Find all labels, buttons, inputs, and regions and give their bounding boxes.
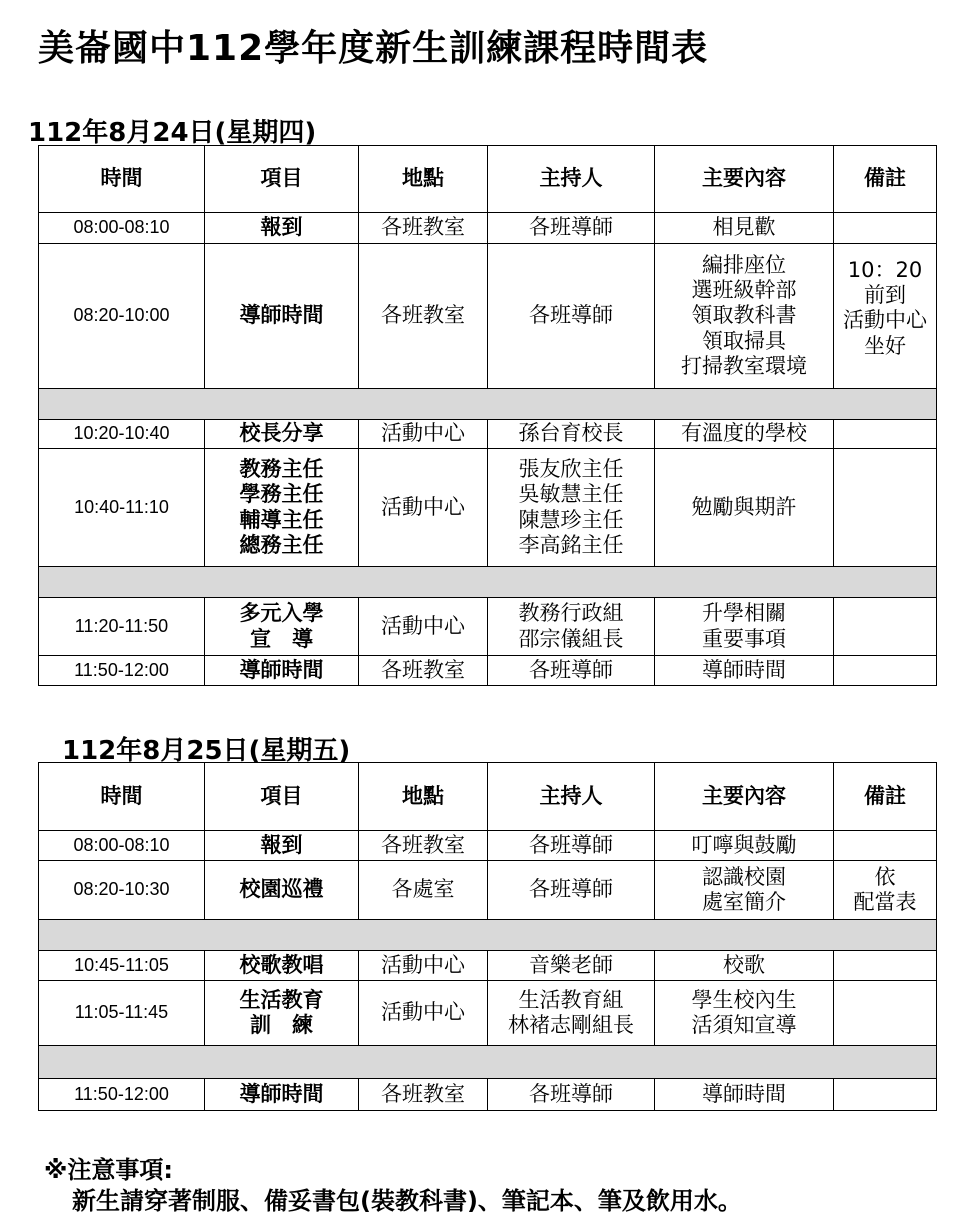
break-row	[39, 567, 937, 598]
header-note: 備註	[834, 763, 937, 831]
host-cell: 各班導師	[488, 656, 655, 686]
note-cell	[834, 598, 937, 656]
item-cell: 校園巡禮	[205, 861, 359, 920]
content-cell	[655, 861, 834, 920]
table-header-row	[39, 146, 937, 213]
content-cell: 校歌	[655, 951, 834, 981]
note-cell	[834, 831, 937, 861]
time-cell: 08:00-08:10	[39, 213, 205, 244]
content-text: 編排座位 選班級幹部 領取教科書 領取掃具 打掃教室環境	[681, 253, 807, 378]
header-time: 時間	[39, 763, 205, 831]
host-cell: 各班導師	[488, 244, 655, 389]
table-row	[39, 951, 937, 981]
time-cell: 10:45-11:05	[39, 951, 205, 981]
break-cell	[39, 1046, 937, 1079]
notes-title: ※注意事項:	[44, 1156, 173, 1184]
host-text: 生活教育組 林褚志剛組長	[508, 987, 634, 1037]
item-text: 生活教育 訓 練	[239, 987, 324, 1037]
host-cell: 各班導師	[488, 861, 655, 920]
table-row	[39, 244, 937, 389]
note-cell	[834, 861, 937, 920]
content-cell: 有溫度的學校	[655, 420, 834, 449]
item-cell: 校歌教唱	[205, 951, 359, 981]
item-cell: 報到	[205, 213, 359, 244]
break-cell	[39, 920, 937, 951]
content-text: 認識校園 處室簡介	[702, 864, 786, 914]
place-cell: 活動中心	[359, 449, 488, 567]
item-cell: 導師時間	[205, 1079, 359, 1111]
note-cell	[834, 981, 937, 1046]
table-row	[39, 656, 937, 686]
host-cell: 各班導師	[488, 831, 655, 861]
table-row	[39, 598, 937, 656]
time-cell: 11:05-11:45	[39, 981, 205, 1046]
break-row	[39, 920, 937, 951]
note-cell	[834, 449, 937, 567]
content-cell	[655, 598, 834, 656]
table-row	[39, 420, 937, 449]
table-row	[39, 449, 937, 567]
time-cell: 10:40-11:10	[39, 449, 205, 567]
page-title: 美崙國中112學年度新生訓練課程時間表	[38, 28, 709, 69]
place-cell: 各班教室	[359, 1079, 488, 1111]
host-cell	[488, 449, 655, 567]
item-cell	[205, 598, 359, 656]
header-item: 項目	[205, 146, 359, 213]
header-host: 主持人	[488, 763, 655, 831]
content-cell: 相見歡	[655, 213, 834, 244]
break-cell	[39, 567, 937, 598]
header-note: 備註	[834, 146, 937, 213]
table-row	[39, 1079, 937, 1111]
day1-schedule-table	[38, 145, 937, 686]
content-text: 升學相關 重要事項	[702, 601, 786, 651]
note-cell	[834, 656, 937, 686]
header-host: 主持人	[488, 146, 655, 213]
content-cell	[655, 244, 834, 389]
item-cell: 校長分享	[205, 420, 359, 449]
content-cell: 勉勵與期許	[655, 449, 834, 567]
place-cell: 活動中心	[359, 981, 488, 1046]
content-cell: 導師時間	[655, 1079, 834, 1111]
table-header-row	[39, 763, 937, 831]
table-row	[39, 981, 937, 1046]
header-place: 地點	[359, 146, 488, 213]
note-cell	[834, 213, 937, 244]
item-text: 教務主任 學務主任 輔導主任 總務主任	[239, 457, 324, 557]
note-cell	[834, 951, 937, 981]
place-cell: 各班教室	[359, 213, 488, 244]
notes-body: 新生請穿著制服、備妥書包(裝教科書)、筆記本、筆及飲用水。	[72, 1187, 742, 1215]
note-cell	[834, 420, 937, 449]
time-cell: 11:20-11:50	[39, 598, 205, 656]
time-cell: 11:50-12:00	[39, 656, 205, 686]
host-cell: 孫台育校長	[488, 420, 655, 449]
host-cell: 音樂老師	[488, 951, 655, 981]
time-cell: 11:50-12:00	[39, 1079, 205, 1111]
place-cell: 活動中心	[359, 951, 488, 981]
item-cell: 報到	[205, 831, 359, 861]
place-cell: 各班教室	[359, 831, 488, 861]
place-cell: 各處室	[359, 861, 488, 920]
note-cell	[834, 244, 937, 389]
host-text: 教務行政組 邵宗儀組長	[518, 601, 624, 651]
host-text: 張友欣主任 吳敏慧主任 陳慧珍主任 李高銘主任	[518, 457, 624, 557]
place-cell: 活動中心	[359, 598, 488, 656]
table-row	[39, 861, 937, 920]
time-cell: 08:20-10:30	[39, 861, 205, 920]
item-cell	[205, 449, 359, 567]
place-cell: 各班教室	[359, 656, 488, 686]
note-text: 依 配當表	[853, 864, 917, 914]
day2-heading: 112年8月25日(星期五)	[62, 736, 351, 766]
time-cell: 08:20-10:00	[39, 244, 205, 389]
header-content: 主要內容	[655, 146, 834, 213]
host-cell: 各班導師	[488, 1079, 655, 1111]
header-place: 地點	[359, 763, 488, 831]
item-cell: 導師時間	[205, 656, 359, 686]
item-text: 多元入學 宣 導	[239, 601, 324, 651]
break-row	[39, 389, 937, 420]
header-time: 時間	[39, 146, 205, 213]
note-cell	[834, 1079, 937, 1111]
time-cell: 10:20-10:40	[39, 420, 205, 449]
table-row	[39, 213, 937, 244]
note-text: 10：20 前到 活動中心 坐好	[843, 258, 927, 358]
host-cell	[488, 981, 655, 1046]
header-item: 項目	[205, 763, 359, 831]
day1-heading: 112年8月24日(星期四)	[28, 118, 317, 148]
break-row	[39, 1046, 937, 1079]
day2-schedule-table	[38, 762, 937, 1111]
item-cell	[205, 981, 359, 1046]
content-text: 學生校內生 活須知宣導	[691, 987, 797, 1037]
time-cell: 08:00-08:10	[39, 831, 205, 861]
place-cell: 活動中心	[359, 420, 488, 449]
content-cell	[655, 981, 834, 1046]
place-cell: 各班教室	[359, 244, 488, 389]
content-cell: 導師時間	[655, 656, 834, 686]
header-content: 主要內容	[655, 763, 834, 831]
host-cell: 各班導師	[488, 213, 655, 244]
host-cell	[488, 598, 655, 656]
break-cell	[39, 389, 937, 420]
table-row	[39, 831, 937, 861]
content-cell: 叮嚀與鼓勵	[655, 831, 834, 861]
item-cell: 導師時間	[205, 244, 359, 389]
